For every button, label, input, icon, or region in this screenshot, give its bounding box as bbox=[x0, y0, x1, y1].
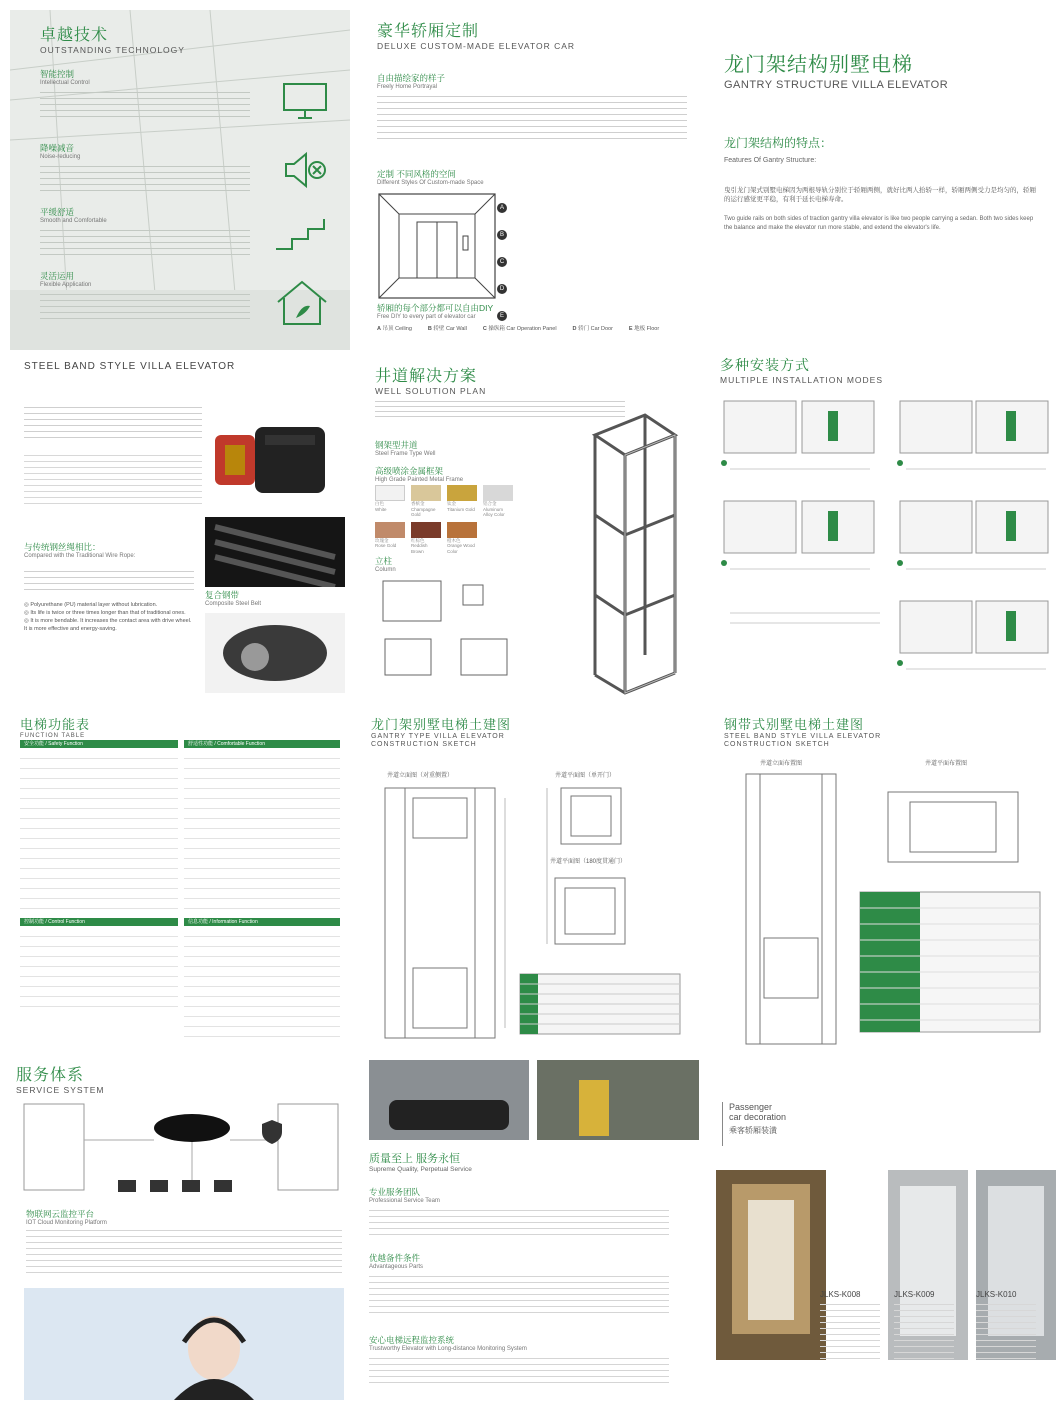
feature-subtitle: Flexible Application bbox=[40, 282, 92, 288]
belt-title: 复合钢带 bbox=[205, 590, 240, 600]
swatch-fill bbox=[375, 485, 405, 501]
diy-title: 轿厢的每个部分都可以自由DIY bbox=[377, 303, 494, 313]
panel-quality-service bbox=[365, 1060, 700, 1405]
feature-text-lines bbox=[40, 230, 250, 256]
page-title: 豪华轿厢定制 bbox=[377, 23, 480, 40]
feature-title: 灵活运用 bbox=[40, 271, 75, 281]
feature-title: 降噪减音 bbox=[40, 143, 75, 153]
table-rows bbox=[184, 752, 340, 910]
page-title: 电梯功能表 bbox=[20, 717, 91, 732]
heading-en-line1: Passenger bbox=[729, 1102, 773, 1112]
panel-deluxe-car bbox=[365, 10, 700, 350]
color-swatch[interactable]: 白色 White bbox=[375, 485, 405, 518]
page-title: STEEL BAND STYLE VILLA ELEVATOR bbox=[24, 361, 236, 372]
color-swatch-grid bbox=[375, 485, 535, 554]
table-rows bbox=[20, 752, 178, 910]
legend-item: D 轿门 Car Door bbox=[572, 326, 613, 332]
page-title: 龙门架结构别墅电梯 bbox=[724, 54, 913, 76]
heading-en-line2: car decoration bbox=[729, 1112, 787, 1122]
section-subtitle: Freely Home Portrayal bbox=[377, 84, 438, 90]
diagram-label: E bbox=[497, 304, 507, 322]
car-interior-diagram bbox=[377, 192, 517, 302]
panel-gantry-structure bbox=[710, 10, 1055, 350]
page-title: 服务体系 bbox=[16, 1067, 85, 1084]
feature-subtitle: Smooth and Comfortable bbox=[40, 218, 107, 224]
installation-mode-drawings bbox=[710, 397, 1055, 697]
diy-legend bbox=[377, 324, 697, 332]
legend-item: C 操纵箱 Car Operation Panel bbox=[482, 326, 557, 332]
points-list bbox=[24, 601, 196, 633]
panel-gantry-sketch bbox=[365, 712, 700, 1057]
body-text-cn: 曳引龙门架式别墅电梯因为两根导轨分别位于轿厢两侧，就好比两人抬轿一样，轿厢两侧受力是均匀的，轿厢的运行感觉更平稳，有利于延长电梯寿命。 bbox=[724, 187, 1036, 203]
feature-item bbox=[40, 206, 250, 256]
page-title: 井道解决方案 bbox=[375, 368, 478, 385]
feature-subtitle: Noise-reducing bbox=[40, 154, 81, 160]
color-swatch[interactable]: 橙木色 Orange Wood Color bbox=[447, 522, 477, 555]
color-swatch[interactable]: 玫瑰金 Rose Gold bbox=[375, 522, 405, 555]
page-subtitle: SERVICE SYSTEM bbox=[16, 1085, 105, 1095]
page-subtitle: MULTIPLE INSTALLATION MODES bbox=[720, 375, 884, 385]
legend-item: B 轿壁 Car Wall bbox=[427, 326, 467, 332]
section-title: 与传统钢丝绳相比： bbox=[24, 542, 101, 552]
panel-installation-modes bbox=[710, 355, 1055, 700]
intro-text-lines-en bbox=[24, 455, 202, 505]
section-text-lines bbox=[369, 1276, 669, 1316]
table-header-information: 信息功能 / Information Function bbox=[184, 918, 340, 926]
panel-steel-band-sketch bbox=[710, 712, 1055, 1057]
section-subtitle: Professional Service Team bbox=[369, 1198, 440, 1204]
section-title: 安心电梯远程监控系统 bbox=[369, 1335, 455, 1345]
iot-network-diagram bbox=[22, 1100, 342, 1200]
diy-subtitle: Free DIY to every part of elevator car bbox=[377, 314, 476, 320]
panel-outstanding-technology bbox=[10, 10, 350, 350]
feature-title: 智能控制 bbox=[40, 69, 75, 79]
color-swatch[interactable]: 香槟金 Champagne Gold bbox=[411, 485, 441, 518]
table-header-safety: 安全功能 / Safety Function bbox=[20, 740, 178, 748]
section-title: 定制 不同风格的空间 bbox=[377, 169, 456, 179]
house-icon bbox=[272, 278, 332, 328]
feature-title: 平缓舒适 bbox=[40, 207, 75, 217]
column-subtitle: Column bbox=[375, 567, 396, 573]
spec-text-lines bbox=[894, 1304, 954, 1364]
swatch-fill bbox=[375, 522, 405, 538]
customer-service-photo bbox=[24, 1288, 344, 1400]
panel-service-system bbox=[10, 1060, 350, 1405]
feature-subtitle: Intellectual Control bbox=[40, 80, 90, 86]
table-rows bbox=[184, 930, 340, 1040]
section-text-lines bbox=[26, 1230, 342, 1278]
section-subtitle: Advantageous Parts bbox=[369, 1264, 424, 1270]
drawing-label: 井道平面图（180度贯通门） bbox=[550, 859, 627, 865]
section-subtitle: Different Styles Of Custom-made Space bbox=[377, 180, 484, 186]
belt-subtitle: Composite Steel Belt bbox=[205, 601, 262, 607]
page-subtitle: GANTRY STRUCTURE VILLA ELEVATOR bbox=[724, 79, 949, 91]
drawing-label: 井道立面图（对重侧置） bbox=[387, 773, 454, 779]
section-subtitle: Compared with the Traditional Wire Rope: bbox=[24, 553, 136, 559]
points-cn-lines bbox=[24, 571, 194, 595]
section-subtitle: Trustworthy Elevator with Long-distance Monitoring System bbox=[369, 1346, 527, 1352]
model-label: JLKS-K008 bbox=[820, 1290, 861, 1299]
intro-text-lines bbox=[24, 407, 202, 443]
section-subtitle: IOT Cloud Monitoring Platform bbox=[26, 1220, 107, 1226]
table-rows bbox=[20, 930, 178, 1014]
drawing-label: 井道平面图（单开门） bbox=[555, 773, 616, 779]
construction-sketch-drawings bbox=[710, 768, 1055, 1057]
swatch-fill bbox=[411, 522, 441, 538]
model-label: JLKS-K009 bbox=[894, 1290, 935, 1299]
page-title: 多种安装方式 bbox=[720, 357, 810, 373]
construction-sketch-drawings bbox=[365, 778, 700, 1057]
page-title: 质量至上 服务永恒 bbox=[369, 1153, 461, 1165]
drawing-label: 井道平面布置图 bbox=[925, 761, 968, 767]
feature-item bbox=[40, 270, 250, 320]
spec-text-lines bbox=[820, 1304, 880, 1364]
page-subtitle: WELL SOLUTION PLAN bbox=[375, 386, 487, 396]
steel-belt-image bbox=[205, 517, 345, 587]
section-text-lines bbox=[369, 1210, 669, 1238]
page-subtitle: DELUXE CUSTOM-MADE ELEVATOR CAR bbox=[377, 41, 576, 51]
column-section-drawings bbox=[375, 573, 575, 693]
page-subtitle: FUNCTION TABLE bbox=[20, 733, 86, 739]
diagram-label: B bbox=[497, 223, 507, 241]
swatch-fill bbox=[447, 485, 477, 501]
diagram-label: D bbox=[497, 277, 507, 295]
page-title: 龙门架别墅电梯土建图 bbox=[371, 717, 512, 732]
color-swatch[interactable]: 铝合金 Aluminum Alloy Color bbox=[483, 485, 513, 518]
feature-text-lines bbox=[40, 294, 250, 320]
panel-steel-band bbox=[10, 355, 350, 700]
feature-text-lines bbox=[40, 92, 250, 118]
table-header-comfort: 舒适性功能 / Comfortable Function bbox=[184, 740, 340, 748]
section-title: 钢架型井道 bbox=[375, 440, 418, 450]
drawing-label: 井道立面布置图 bbox=[760, 761, 803, 767]
stairs-icon bbox=[272, 215, 332, 255]
panel-function-table bbox=[10, 712, 350, 1057]
section-text-lines bbox=[369, 1358, 669, 1388]
heading-cn: 乘客轿厢装潢 bbox=[729, 1126, 777, 1135]
feature-text-lines bbox=[40, 166, 250, 192]
section-title: 龙门架结构的特点： bbox=[724, 136, 833, 150]
swatch-fill bbox=[411, 485, 441, 501]
section-subtitle: Steel Frame Type Well bbox=[375, 451, 436, 457]
section-subtitle: High Grade Painted Metal Frame bbox=[375, 477, 464, 483]
diagram-label-list bbox=[497, 196, 507, 331]
diagram-label: C bbox=[497, 250, 507, 268]
page-subtitle: OUTSTANDING TECHNOLOGY bbox=[40, 45, 185, 55]
monitor-icon bbox=[280, 80, 330, 120]
spec-text-lines bbox=[976, 1304, 1036, 1364]
service-team-photos bbox=[369, 1060, 699, 1140]
swatch-fill bbox=[447, 522, 477, 538]
speaker-mute-icon bbox=[280, 150, 330, 190]
body-text-en: Two guide rails on both sides of traction gantry villa elevator is like two people carrying a sedan. Both two sides keep the balance and make the elevator run more stable, and extend the elevator's life. bbox=[724, 216, 1034, 231]
section-title: 优越备件条件 bbox=[369, 1253, 421, 1263]
feature-item bbox=[40, 142, 250, 192]
section-title: 自由描绘家的样子 bbox=[377, 73, 446, 83]
table-header-control: 控制功能 / Control Function bbox=[20, 918, 178, 926]
catalogue-heading bbox=[722, 1102, 872, 1146]
wire-rope-image bbox=[205, 613, 345, 693]
list-item: ◎ Polyurethane (PU) material layer without lubrication. bbox=[24, 602, 158, 608]
section-title: 专业服务团队 bbox=[369, 1187, 421, 1197]
model-label: JLKS-K010 bbox=[976, 1290, 1017, 1299]
column-title: 立柱 bbox=[375, 556, 393, 566]
color-swatch[interactable]: 红棕色 Reddish Brown bbox=[411, 522, 441, 555]
legend-item: E 地板 Floor bbox=[628, 326, 660, 332]
list-item: ◎ Its life is twice or three times longer than that of traditional ones. bbox=[24, 610, 186, 616]
list-item: ◎ It is more bendable. It increases the contact area with drive wheel. It is more effective and energy-saving. bbox=[24, 618, 192, 632]
color-swatch[interactable]: 钛金 Titanium Gold bbox=[447, 485, 477, 518]
page-subtitle: STEEL BAND STYLE VILLA ELEVATOR CONSTRUCTION SKETCH bbox=[724, 733, 882, 748]
traction-machine-image bbox=[205, 405, 345, 515]
feature-item bbox=[40, 68, 250, 118]
section-title: 高级喷涂金属框架 bbox=[375, 466, 444, 476]
legend-item: A 吊顶 Ceiling bbox=[377, 326, 412, 332]
section-subtitle: Features Of Gantry Structure: bbox=[724, 157, 817, 164]
diagram-label: A bbox=[497, 196, 507, 214]
section-title: 物联网云监控平台 bbox=[26, 1209, 95, 1219]
panel-well-solution bbox=[365, 355, 700, 700]
page-title: 卓越技术 bbox=[40, 27, 109, 44]
steel-frame-shaft-drawing bbox=[585, 405, 685, 695]
page-subtitle: GANTRY TYPE VILLA ELEVATOR CONSTRUCTION SKETCH bbox=[371, 733, 505, 748]
page-title: 钢带式别墅电梯土建图 bbox=[724, 717, 865, 732]
swatch-fill bbox=[483, 485, 513, 501]
page-subtitle: Supreme Quality, Perpetual Service bbox=[369, 1166, 472, 1173]
section-text-lines bbox=[377, 96, 687, 144]
panel-car-decoration bbox=[708, 1090, 1058, 1405]
